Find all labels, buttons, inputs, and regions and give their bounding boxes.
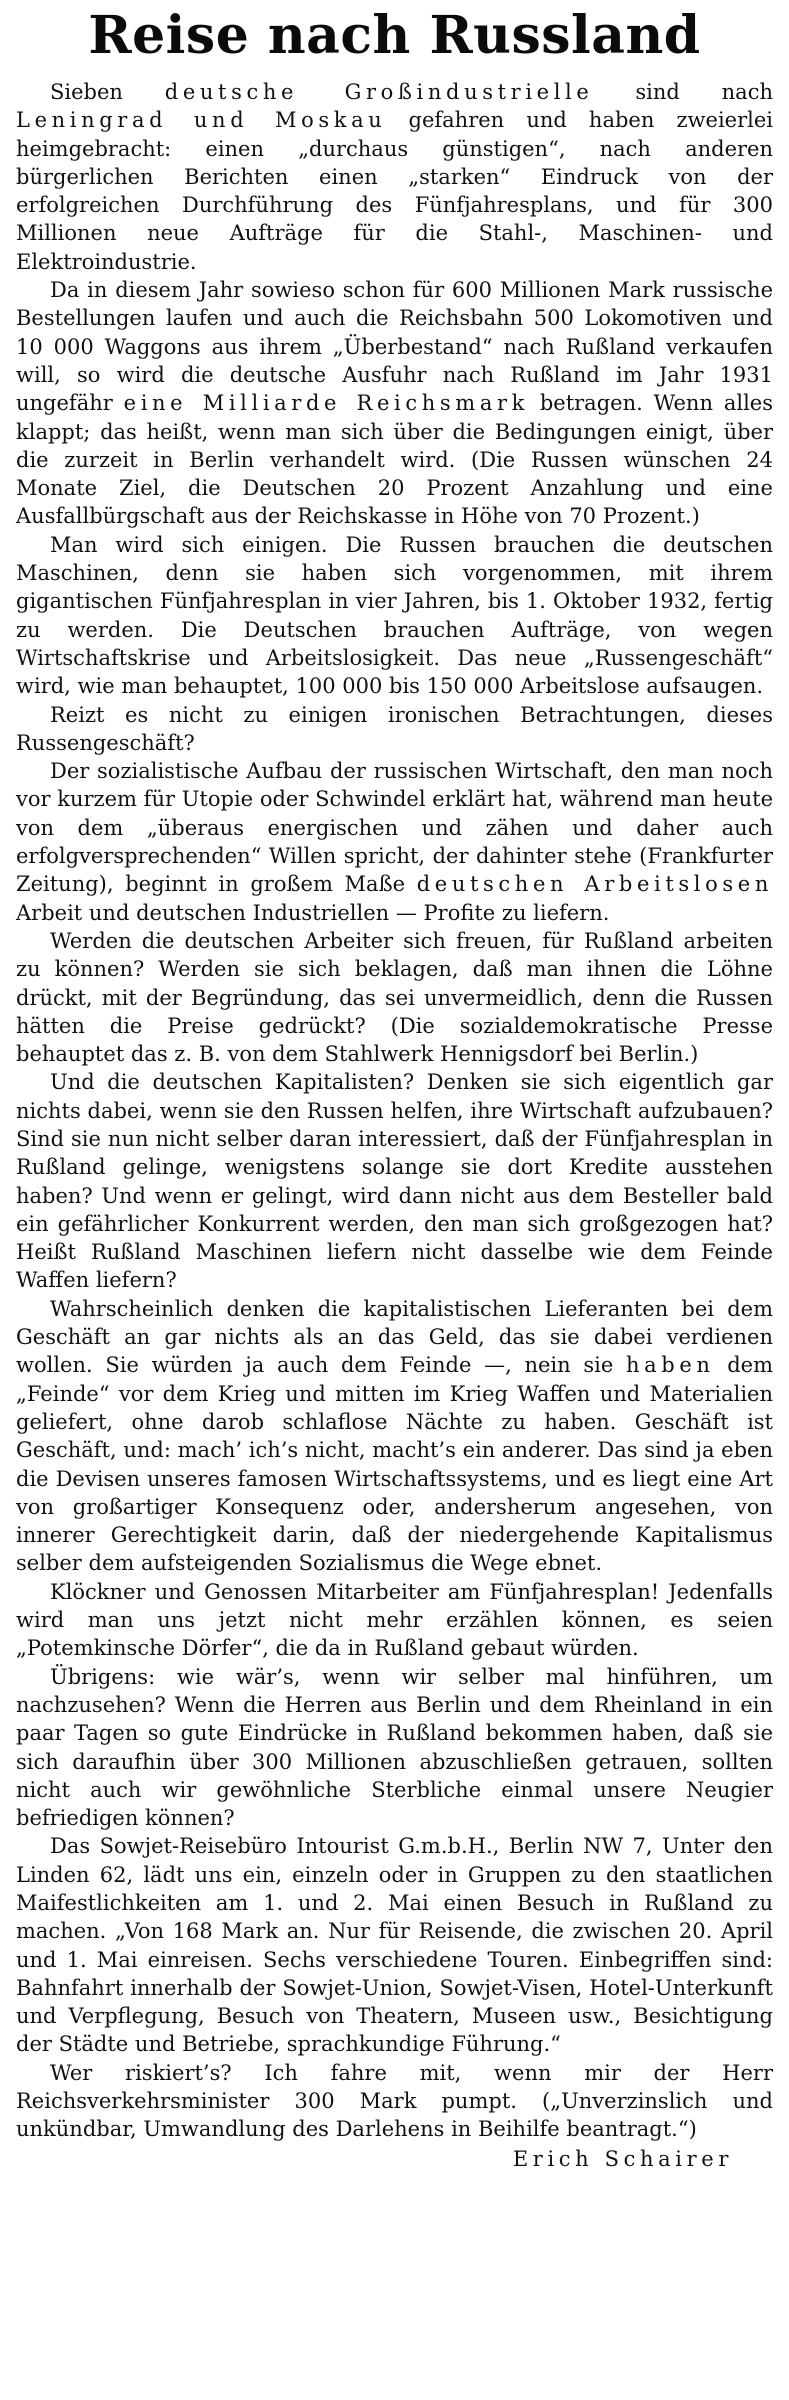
paragraph-12: Wer riskiert’s? Ich fahre mit, wenn mir der Herr Reichsverkehrsminister 300 Mark pumpt. („Unverzinslich und unkündbar, Umwandlung des Darlehens in Beihilfe beantragt.“) — [16, 2060, 773, 2142]
paragraph-3: Man wird sich einigen. Die Russen brauchen die deutschen Maschinen, denn sie haben sich vorgenommen, mit ihrem gigantischen Fünfjahresplan in vier Jahren, bis 1. Oktober 1932, fertig zu werden. Die Deutschen brauchen Aufträge, von wegen Wirtschaftskrise und Arbeitslosigkeit. Das neue „Russengeschäft“ wird, wie man behauptet, 100 000 bis 150 000 Arbeitslose aufsaugen. — [16, 532, 773, 699]
paragraph-6: Werden die deutschen Arbeiter sich freuen, für Rußland arbeiten zu können? Werden sie sich beklagen, daß man ihnen die Löhne drückt, mit der Begründung, das sei unvermeidlich, denn die Russen hätten die Preise gedrückt? (Die sozialdemokratische Presse behauptet das z. B. von dem Stahlwerk Hennigsdorf bei Berlin.) — [16, 928, 773, 1067]
paragraph-11: Das Sowjet-Reisebüro Intourist G.m.b.H., Berlin NW 7, Unter den Linden 62, lädt uns ein, einzeln oder in Gruppen zu den staatlichen Maifestlichkeiten am 1. und 2. Mai einen Besuch in Rußland zu machen. „Von 168 Mark an. Nur für Reisende, die zwischen 20. April und 1. Mai einreisen. Sechs verschiedene Touren. Einbegriffen sind: Bahnfahrt innerhalb der Sowjet-Union, Sowjet-Visen, Hotel-Unterkunft und Verpflegung, Besuch von Theatern, Museen usw., Besichtigung der Städte und Betriebe, sprachkundige Führung.“ — [16, 1834, 773, 2057]
paragraph-10: Übrigens: wie wär’s, wenn wir selber mal hinführen, um nachzusehen? Wenn die Herren aus Berlin und dem Rheinland in ein paar Tagen so gute Eindrücke in Rußland bekommen haben, daß sie sich daraufhin über 300 Millionen abzuschließen getrauen, sollten nicht auch wir gewöhnliche Sterbliche einmal unsere Neugier befriedigen können? — [16, 1664, 773, 1831]
article-title: Reise nach Russland — [88, 5, 701, 66]
paragraph-2 — [16, 276, 773, 531]
paragraph-8-rest: dem „Feinde“ vor dem Krieg und mitten im Krieg Waffen und Materialien geliefert, ohne darob schlaflose Nächte zu haben. Geschäft ist Geschäft, und: mach’ ich’s nicht, macht’s ein anderer. Das sind ja eben die Devisen unseres famosen Wirtschaftssystems, und es liegt eine Art von großartiger Konsequenz oder, andersherum angesehen, von innerer Gerechtigkeit darin, daß der niedergehende Kapitalismus selber dem aufsteigenden Sozialismus die Wege ebnet. — [16, 1353, 773, 1576]
paragraph-2-text: Da in diesem Jahr sowieso schon für 600 Millionen Mark russische Bestellungen laufen und auch die Reichsbahn 500 Lokomotiven und 10 000 Waggons aus ihrem „Überbestand“ nach Rußland verkaufen will, so wird die deutsche Ausfuhr nach Rußland im Jahr 1931 ungefähr — [16, 278, 773, 416]
spaced-emphasis: Leningrad und Moskau — [16, 108, 387, 133]
spaced-emphasis: deutsche Großindustrielle — [164, 80, 594, 104]
article-body — [16, 78, 773, 2174]
paragraph-7: Und die deutschen Kapitalisten? Denken sie sich eigentlich gar nichts dabei, wenn sie den Russen helfen, ihre Wirtschaft aufzubauen? Sind sie nun nicht selber daran interessiert, daß der Fünfjahresplan in Rußland gelinge, wenigstens solange sie dort Kredite ausstehen haben? Und wenn er gelingt, wird dann nicht aus dem Besteller bald ein gefährlicher Konkurrent werden, den man sich großgezogen hat? Heißt Rußland Maschinen liefern nicht dasselbe wie dem Feinde Waffen liefern? — [16, 1070, 773, 1293]
author-signature: Erich Schairer — [512, 2146, 733, 2171]
spaced-emphasis: eine Milliarde Reichsmark — [123, 391, 529, 416]
spaced-emphasis: haben — [625, 1353, 715, 1378]
paragraph-5-rest: Arbeit und deutschen Industriellen — Profite zu liefern. — [16, 900, 610, 925]
paragraph-1 — [16, 78, 773, 276]
paragraph-1-lead: Sieben — [50, 80, 165, 104]
spaced-emphasis: deutschen Arbeitslosen — [416, 872, 773, 897]
paragraph-8-text: Wahrscheinlich denken die kapitalistischen Lieferanten bei dem Geschäft an gar nichts als an das Geld, das sie dabei verdienen wollen. Sie würden ja auch dem Feinde —, nein sie — [16, 1296, 773, 1378]
paragraph-1-rest: gefahren und haben zweierlei heimgebracht: einen „durchaus günstigen“, nach anderen bürgerlichen Berichten einen „starken“ Eindruck von der erfolgreichen Durchführung des Fünfjahresplans, und für 300 Millionen neue Aufträge für die Stahl-, Maschinen- und Elektroindustrie. — [16, 108, 773, 274]
paragraph-4: Reizt es nicht zu einigen ironischen Betrachtungen, dieses Russengeschäft? — [16, 702, 773, 755]
paragraph-2-rest: betragen. Wenn alles klappt; das heißt, wenn man sich über die Bedingungen einigt, über die zurzeit in Berlin verhandelt wird. (Die Russen wünschen 24 Monate Ziel, die Deutschen 20 Prozent Anzahlung und eine Ausfallbürgschaft aus der Reichskasse in Höhe von 70 Prozent.) — [16, 391, 773, 529]
paragraph-5 — [16, 757, 773, 927]
paragraph-5-text: Der sozialistische Aufbau der russischen Wirtschaft, den man noch vor kurzem für Utopie oder Schwindel erklärt hat, während man heute von dem „überaus energischen und zähen und daher auch erfolgversprechenden“ Willen spricht, der dahinter stehe (Frankfurter Zeitung), beginnt in großem Maße — [16, 759, 773, 897]
paragraph-8 — [16, 1295, 773, 1578]
paragraph-1-text: sind nach — [593, 80, 773, 104]
paragraph-9: Klöckner und Genossen Mitarbeiter am Fünfjahresplan! Jedenfalls wird man uns jetzt nicht mehr erzählen können, es seien „Potemkinsche Dörfer“, die da in Rußland gebaut würden. — [16, 1579, 773, 1661]
